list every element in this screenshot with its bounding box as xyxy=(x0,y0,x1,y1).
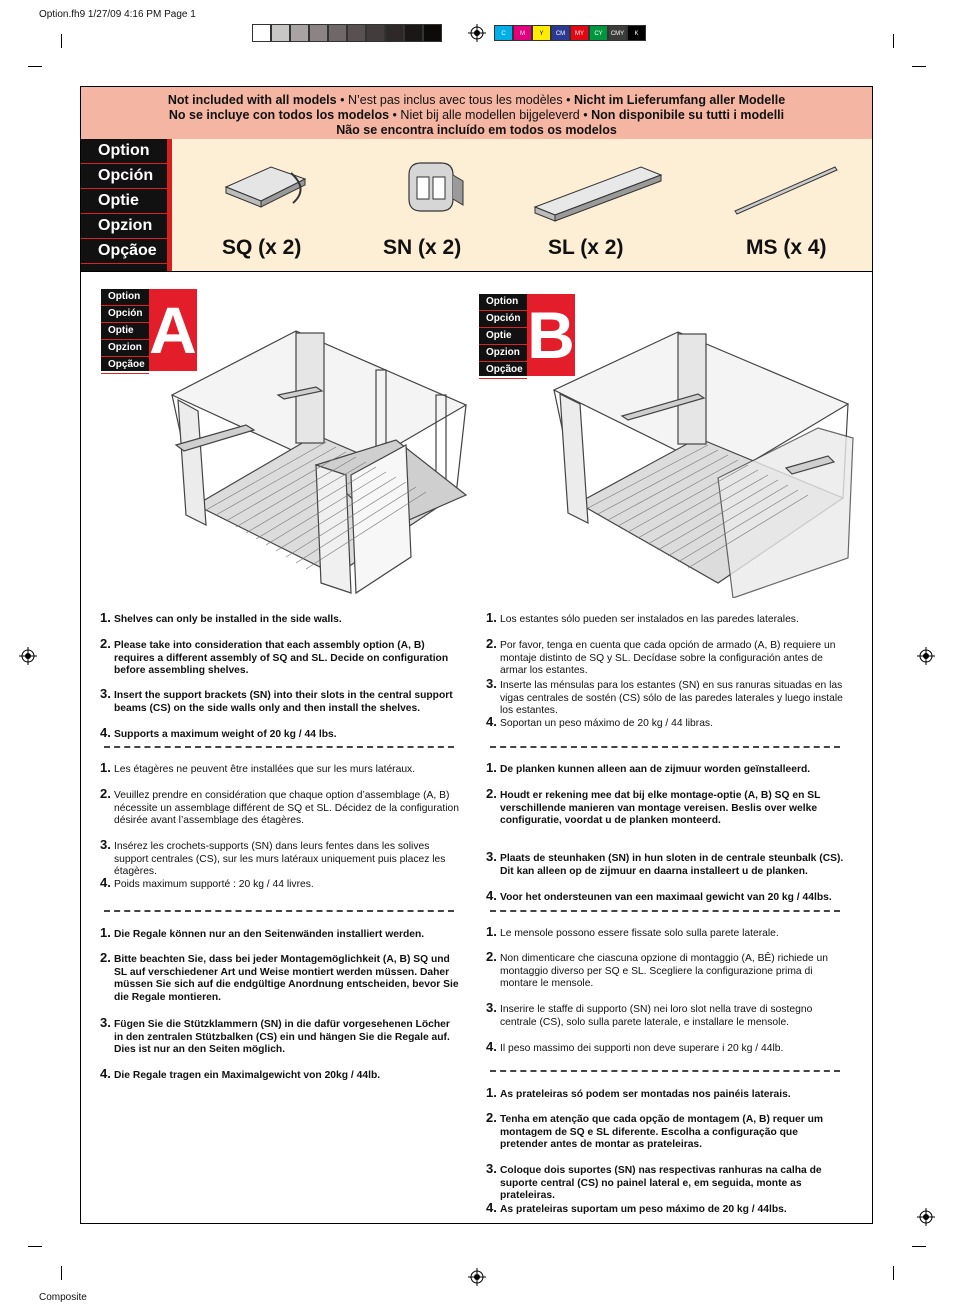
instruction-item xyxy=(100,610,460,627)
step-text: Shelves can only be installed in the side walls. xyxy=(114,614,342,625)
badge-label: Opción xyxy=(101,306,149,323)
instruction-item xyxy=(486,1161,846,1203)
step-number: 3. xyxy=(100,837,111,852)
step-text: Por favor, tenga en cuenta que cada opción de armado (A, B) requiere un montaje distinto de SQ y SL. Decídase sobre la configuración antes de armar los estantes. xyxy=(500,640,836,677)
instruction-item xyxy=(486,636,846,678)
instruction-item xyxy=(486,1000,846,1029)
instruction-item xyxy=(486,1085,846,1102)
gray-swatch xyxy=(385,24,404,42)
instruction-item xyxy=(100,875,460,892)
instruction-item xyxy=(486,714,846,731)
step-number: 2. xyxy=(486,636,497,651)
step-text: Veuillez prendre en considération que chaque option d’assemblage (A, B) nécessite un assemblage différent de SQ et SL. Décidez de la configuration désirée avant l’assemblage des étagères. xyxy=(114,790,459,827)
option-letter-b: B xyxy=(527,294,575,376)
cmyk-swatch: CM xyxy=(551,25,570,41)
gray-swatch xyxy=(271,24,290,42)
option-label: Opzion xyxy=(81,214,167,239)
step-number: 4. xyxy=(486,714,497,729)
shed-option-b-illustration xyxy=(548,328,858,598)
step-number: 1. xyxy=(100,760,111,775)
step-text: Voor het ondersteunen van een maximaal gewicht van 20 kg / 44lbs. xyxy=(500,892,832,903)
step-number: 2. xyxy=(100,950,111,965)
gray-swatch xyxy=(404,24,423,42)
instruction-item xyxy=(100,686,460,715)
part-label-sq: SQ (x 2) xyxy=(222,236,302,259)
step-number: 4. xyxy=(100,725,111,740)
step-text: Die Regale tragen ein Maximalgewicht von 20kg / 44lb. xyxy=(114,1070,381,1081)
step-text: Plaats de steunhaken (SN) in hun sloten in de centrale steunbalk (CS). Dit kan alleen op de zijmuur en daarna installeert u de planken. xyxy=(500,853,844,877)
section-divider xyxy=(104,910,454,912)
instruction-item xyxy=(486,949,846,991)
badge-label: Opçãoe xyxy=(101,357,149,374)
part-label-sl: SL (x 2) xyxy=(548,236,624,259)
print-header: Option.fh9 1/27/09 4:16 PM Page 1 xyxy=(39,9,196,20)
step-number: 3. xyxy=(100,1015,111,1030)
instruction-item xyxy=(486,888,846,905)
step-text: Fügen Sie die Stützklammern (SN) in die dafür vorgesehenen Löcher in den zentralen Stützbalken (CS) ein und hängen Sie die Regale auf. Dies ist nur an den Seiten möglich. xyxy=(114,1019,450,1056)
cmyk-swatch: CMY xyxy=(608,25,627,41)
step-text: Supports a maximum weight of 20 kg / 44 lbs. xyxy=(114,729,337,740)
instruction-item xyxy=(100,1066,460,1083)
step-number: 2. xyxy=(486,786,497,801)
print-footer: Composite xyxy=(39,1292,87,1303)
step-text: Inserte las ménsulas para los estantes (SN) en sus ranuras situadas en las vigas centrales de sostén (CS) sólo de las paredes laterales y luego instale los estantes. xyxy=(500,680,843,717)
badge-label: Optie xyxy=(479,328,527,345)
gray-swatch xyxy=(366,24,385,42)
instruction-item xyxy=(100,1015,460,1057)
section-divider xyxy=(490,1070,840,1072)
step-text: Please take into consideration that each assembly option (A, B) requires a different assembly of SQ and SL. Decide on configuration before assembling shelves. xyxy=(114,640,449,677)
registration-mark-icon xyxy=(468,1268,486,1286)
cmyk-swatch: M xyxy=(513,25,532,41)
step-text: Poids maximum supporté : 20 kg / 44 livres. xyxy=(114,879,314,890)
gray-swatch xyxy=(252,24,271,42)
step-text: Insérez les crochets-supports (SN) dans leurs fentes dans les solives support centrales (CS), sur les murs latéraux uniquement puis placez les étagères. xyxy=(114,841,446,878)
cmyk-swatch: K xyxy=(627,25,646,41)
gray-swatch xyxy=(309,24,328,42)
gray-swatch xyxy=(290,24,309,42)
badge-label: Opçãoe xyxy=(479,362,527,379)
step-number: 3. xyxy=(100,686,111,701)
step-text: As prateleiras só podem ser montadas nos painéis laterais. xyxy=(500,1089,791,1100)
step-text: De planken kunnen alleen aan de zijmuur worden geïnstalleerd. xyxy=(500,764,811,775)
instruction-item xyxy=(486,924,846,941)
availability-banner: Not included with all models • N’est pas inclus avec tous les modèles • Nicht im Lieferumfang aller Modelle No se incluye con todos los modelos • Niet bij alle modellen bijgeleverd • Non disponibile su tutti i modelli Não se encontra incluído em todos os modelos xyxy=(81,87,872,139)
step-number: 1. xyxy=(486,1085,497,1100)
step-number: 2. xyxy=(486,949,497,964)
step-text: Inserire le staffe di supporto (SN) nei loro slot nella trave di sostegno centrale (CS), solo sulla parete laterale, e installare le mensole. xyxy=(500,1004,813,1028)
badge-label: Option xyxy=(479,294,527,311)
step-number: 2. xyxy=(100,636,111,651)
step-text: As prateleiras suportam um peso máximo de 20 kg / 44lbs. xyxy=(500,1204,787,1215)
cmyk-swatch: MY xyxy=(570,25,589,41)
step-number: 3. xyxy=(486,676,497,691)
shed-option-a-illustration xyxy=(166,325,476,595)
step-number: 4. xyxy=(486,1200,497,1215)
badge-label: Option xyxy=(101,289,149,306)
badge-label: Optie xyxy=(101,323,149,340)
badge-label: Opción xyxy=(479,311,527,328)
option-labels xyxy=(81,139,167,271)
cmyk-swatch: CY xyxy=(589,25,608,41)
step-number: 4. xyxy=(100,1066,111,1081)
section-divider xyxy=(104,746,454,748)
step-number: 1. xyxy=(486,760,497,775)
step-number: 1. xyxy=(486,610,497,625)
option-label: Option xyxy=(81,139,167,164)
step-number: 1. xyxy=(486,924,497,939)
step-text: Non dimenticare che ciascuna opzione di montaggio (A, BÊ) richiede un montaggio diverso per SQ e SL. Scegliere la configurazione prima di montare le mensole. xyxy=(500,953,828,990)
instruction-item xyxy=(100,725,460,742)
cmyk-swatch: Y xyxy=(532,25,551,41)
badge-label: Opzion xyxy=(479,345,527,362)
section-divider xyxy=(490,746,840,748)
step-number: 4. xyxy=(100,875,111,890)
registration-mark-icon xyxy=(19,647,37,665)
step-number: 3. xyxy=(486,1161,497,1176)
step-number: 3. xyxy=(486,849,497,864)
step-number: 3. xyxy=(486,1000,497,1015)
step-text: Les étagères ne peuvent être installées que sur les murs latéraux. xyxy=(114,764,416,775)
step-text: Le mensole possono essere fissate solo sulla parete laterale. xyxy=(500,928,779,939)
step-text: Houdt er rekening mee dat bij elke montage-optie (A, B) SQ en SL verschillende manieren van montage vereisen. Beslis over welke configuratie, voordat u de planken monteerd. xyxy=(500,790,821,827)
section-divider xyxy=(490,910,840,912)
step-number: 2. xyxy=(100,786,111,801)
step-text: Soportan un peso máximo de 20 kg / 44 libras. xyxy=(500,718,713,729)
instruction-item xyxy=(486,676,846,718)
instruction-item xyxy=(486,849,846,878)
option-label: Opçãoe xyxy=(81,239,167,264)
step-text: Coloque dois suportes (SN) nas respectivas ranhuras na calha de suporte central (CS) no painel lateral e, em seguida, monte as prateleiras. xyxy=(500,1165,822,1202)
shelf-long-icon xyxy=(531,163,666,223)
option-letter-a: A xyxy=(149,289,197,371)
instruction-item xyxy=(486,1039,846,1056)
step-text: Die Regale können nur an den Seitenwänden installiert werden. xyxy=(114,929,425,940)
accent-bar xyxy=(167,139,172,271)
step-number: 1. xyxy=(100,925,111,940)
instruction-item xyxy=(100,925,460,942)
step-number: 4. xyxy=(486,1039,497,1054)
cmyk-swatch: C xyxy=(494,25,513,41)
badge-label: Opzion xyxy=(101,340,149,357)
instruction-item xyxy=(100,950,460,1004)
part-label-ms: MS (x 4) xyxy=(746,236,827,259)
registration-mark-icon xyxy=(917,647,935,665)
instruction-item xyxy=(100,760,460,777)
instruction-item xyxy=(486,1200,846,1217)
step-text: Bitte beachten Sie, dass bei jeder Montagemöglichkeit (A, B) SQ und SL auf verschiedener Art und Weise montiert werden müssen. Daher müssen Sie sich auf die endgültige Anordnung entscheiden, bevor Sie die Regale montieren. xyxy=(114,954,459,1003)
metal-strip-icon xyxy=(731,163,841,219)
instruction-item xyxy=(100,786,460,828)
step-number: 4. xyxy=(486,888,497,903)
option-label: Opción xyxy=(81,164,167,189)
step-text: Los estantes sólo pueden ser instalados en las paredes laterales. xyxy=(500,614,799,625)
part-label-sn: SN (x 2) xyxy=(383,236,462,259)
option-label: Optie xyxy=(81,189,167,214)
instruction-item xyxy=(486,760,846,777)
gray-swatch xyxy=(347,24,366,42)
instruction-item xyxy=(100,636,460,678)
gray-swatch xyxy=(423,24,442,42)
step-text: Il peso massimo dei supporti non deve superare i 20 kg / 44lb. xyxy=(500,1043,784,1054)
registration-mark-icon xyxy=(468,24,486,42)
gray-swatch xyxy=(328,24,347,42)
step-number: 2. xyxy=(486,1110,497,1125)
step-number: 1. xyxy=(100,610,111,625)
step-text: Insert the support brackets (SN) into their slots in the central support beams (CS) on the side walls only and then install the shelves. xyxy=(114,690,453,714)
shelf-corner-icon xyxy=(221,163,311,215)
instruction-item xyxy=(486,610,846,627)
option-parts-row xyxy=(81,139,872,272)
support-bracket-icon xyxy=(401,159,471,217)
instruction-item xyxy=(486,1110,846,1152)
registration-mark-icon xyxy=(917,1208,935,1226)
instruction-item xyxy=(100,837,460,879)
instruction-item xyxy=(486,786,846,828)
step-text: Tenha em atenção que cada opção de montagem (A, B) requer um montagem de SQ e SL diferente. Escolha a configuração que pretender antes de montar as prateleiras. xyxy=(500,1114,824,1151)
